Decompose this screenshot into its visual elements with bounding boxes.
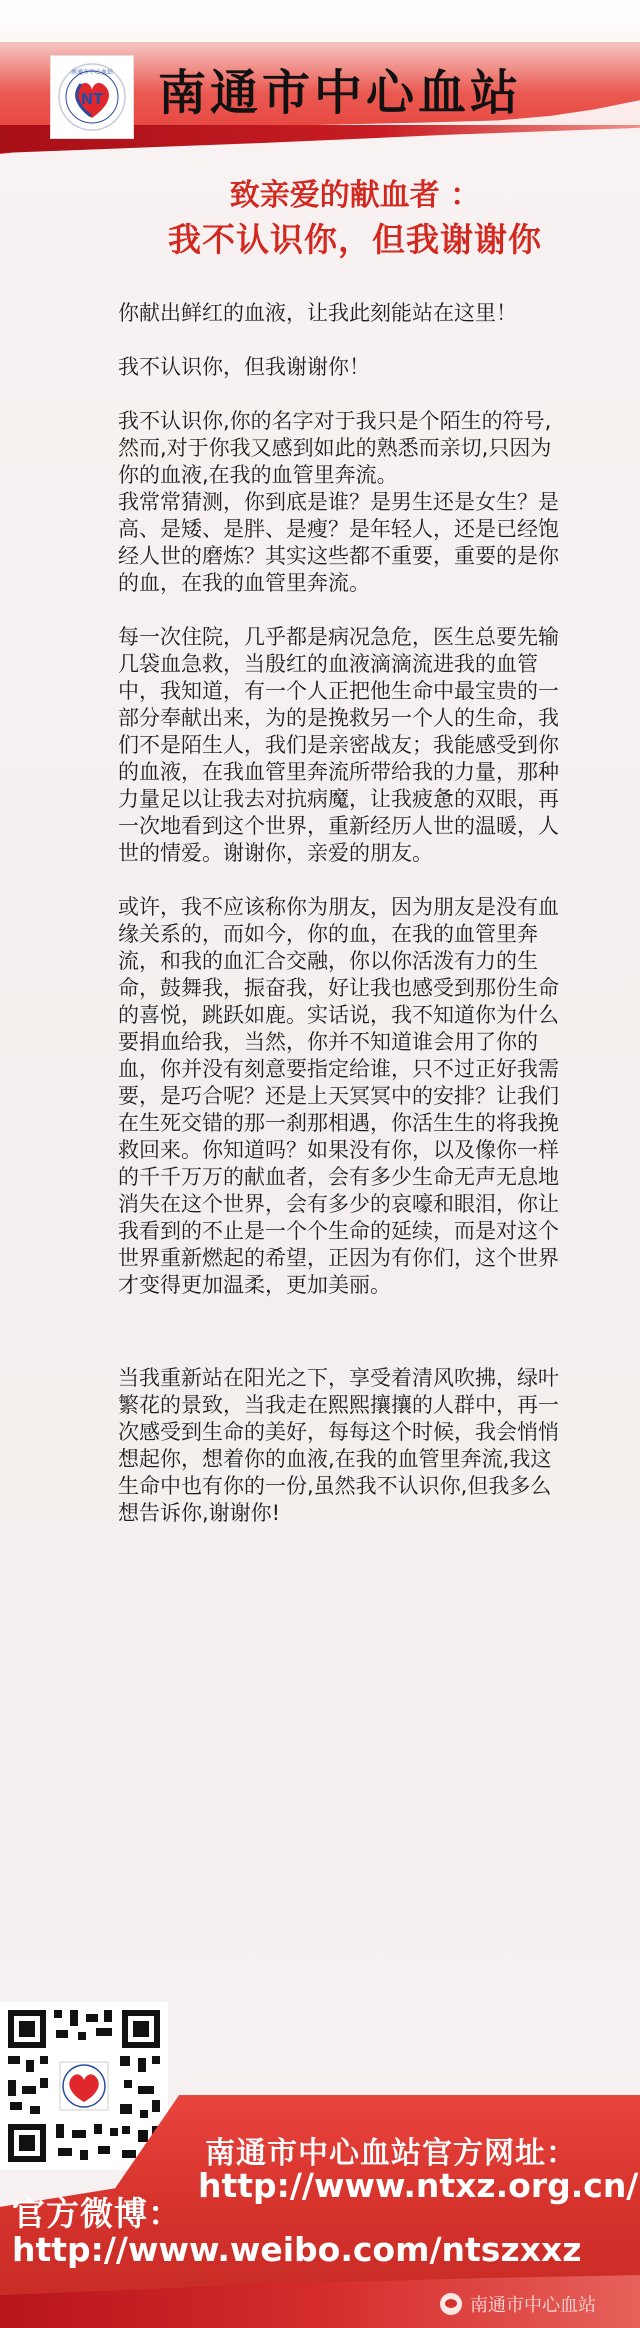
blood-station-logo-icon xyxy=(55,60,129,134)
qr-code-icon xyxy=(0,2002,168,2170)
logo xyxy=(50,55,134,139)
paragraph-6: 或许，我不应该称你为朋友，因为朋友是没有血缘关系的，而如今，你的血，在我的血管里奔流，和我的血汇合交融，你以你活泼有力的生命，鼓舞我，振奋我，好让我也感受到那份生命的喜悦，跳跃如鹿。实话说，我不知道你为什么要捐血给我，当然，你并不知道谁会用了你的血，你并没有刻意要指定给谁，只不过正好我需要，是巧合呢？还是上天冥冥中的安排？让我们在生死交错的那一刹那相遇，你活生生的将我挽救回来。你知道吗？如果没有你，以及像你一样的千千万万的献血者，会有多少生命无声无息地消失在这个世界，会有多少的哀嚎和眼泪，你让我看到的不止是一个个生命的延续，而是对这个世界重新燃起的希望，正因为有你们，这个世界才变得更加温柔，更加美丽。 xyxy=(118,895,559,1297)
website-url[interactable]: http://www.ntxz.org.cn/ xyxy=(198,2166,639,2205)
header-title: 南通市中心血站 xyxy=(158,65,523,121)
paragraph-5: 每一次住院，几乎都是病况急危，医生总要先输几袋血急救，当殷红的血液滴滴流进我的血管中，我知道，有一个人正把他生命中最宝贵的一部分奉献出来，为的是挽救另一个人的生命，我们不是陌生人，我们是亲密战友；我能感受到你的血液，在我血管里奔流所带给我的力量，那种力量足以让我去对抗病魔，让我疲惫的双眼，再一次地看到这个世界，重新经历人世的温暖，人世的情爱。谢谢你，亲爱的朋友。 xyxy=(118,625,559,865)
wechat-account xyxy=(440,2290,596,2318)
subtitle-line-2: 我不认识你，但我谢谢你 xyxy=(168,220,542,259)
svg-text:南通市中心血站: 南通市中心血站 xyxy=(70,69,114,76)
qr-code xyxy=(0,2002,168,2170)
website-label: 南通市中心血站官方网址： xyxy=(205,2136,577,2171)
subtitle-line-1: 致亲爱的献血者 ： xyxy=(229,178,481,213)
paragraph-4: 我常常猜测，你到底是谁？是男生还是女生？是高、是矮、是胖、是瘦？是年轻人，还是已经饱经人世的磨炼？其实这些都不重要，重要的是你的血，在我的血管里奔流。 xyxy=(118,490,559,595)
weibo-url[interactable]: http://www.weibo.com/ntszxxz xyxy=(12,2230,582,2269)
svg-text:NT: NT xyxy=(80,90,104,108)
weibo-label: 官方微博： xyxy=(12,2194,182,2233)
paragraph-2: 我不认识你，但我谢谢你！ xyxy=(118,355,370,379)
letter-subtitle xyxy=(120,175,590,263)
paragraph-3: 我不认识你,你的名字对于我只是个陌生的符号,然而,对于你我又感到如此的熟悉而亲切,只因为你的血液,在我的血管里奔流。 xyxy=(118,409,552,487)
paragraph-7: 当我重新站在阳光之下，享受着清风吹拂，绿叶繁花的景致，当我走在熙熙攘攘的人群中，再一次感受到生命的美好，每每这个时候，我会悄悄想起你，想着你的血液,在我的血管里奔流,我这生命中也有你的一份,虽然我不认识你,但我多么想告诉你,谢谢你! xyxy=(118,1366,559,1525)
wechat-icon xyxy=(440,2293,462,2315)
paragraph-1: 你献出鲜红的血液，让我此刻能站在这里！ xyxy=(118,301,517,325)
letter-body xyxy=(118,300,564,1527)
wechat-account-name: 南通市中心血站 xyxy=(470,2295,596,2316)
